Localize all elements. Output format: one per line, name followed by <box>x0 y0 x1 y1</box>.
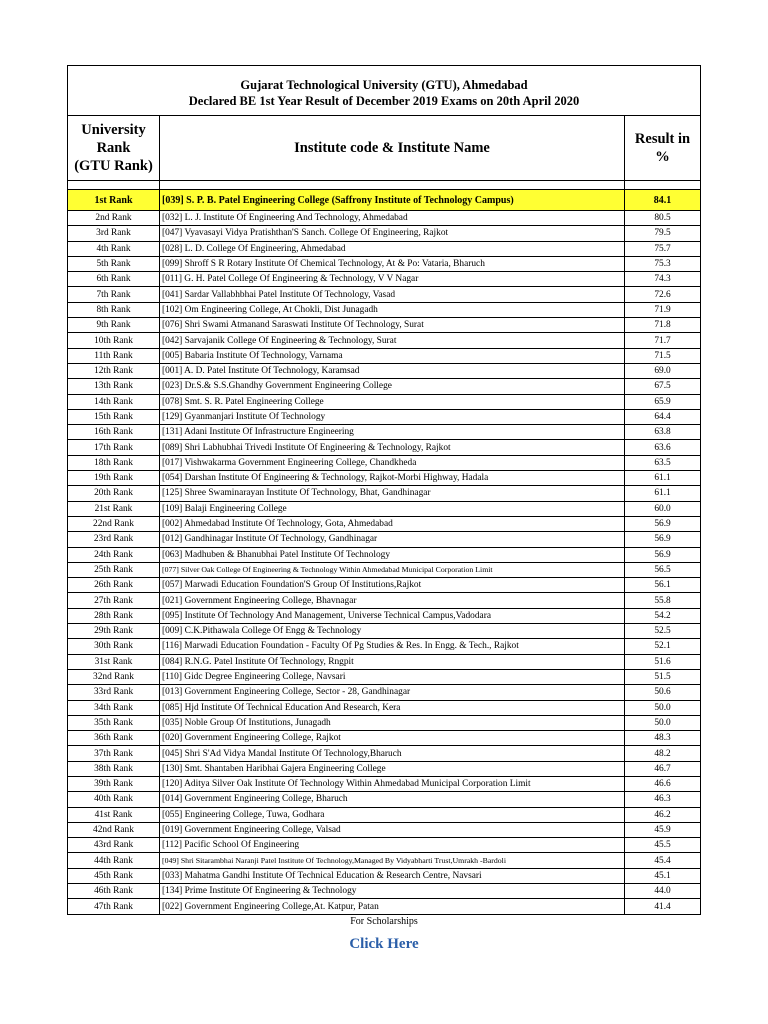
result-cell: 48.2 <box>625 746 701 761</box>
table-row <box>68 731 701 746</box>
rank-cell: 42nd Rank <box>68 822 160 837</box>
table-row <box>68 348 701 363</box>
result-header-line-1: Result in <box>634 131 691 147</box>
table-row <box>68 379 701 394</box>
table-row <box>68 363 701 378</box>
result-cell: 50.0 <box>625 700 701 715</box>
rank-cell: 27th Rank <box>68 593 160 608</box>
table-row <box>68 761 701 776</box>
rank-cell: 24th Rank <box>68 547 160 562</box>
table-row <box>68 807 701 822</box>
table-row <box>68 516 701 531</box>
table-row <box>68 624 701 639</box>
top-result-cell: 84.1 <box>625 190 701 211</box>
table-row <box>68 302 701 317</box>
table-row <box>68 884 701 899</box>
result-cell: 63.8 <box>625 425 701 440</box>
table-row <box>68 578 701 593</box>
rank-cell: 6th Rank <box>68 272 160 287</box>
rank-header-line-1: University <box>81 122 146 138</box>
rank-cell: 9th Rank <box>68 318 160 333</box>
table-row <box>68 547 701 562</box>
rank-cell: 13th Rank <box>68 379 160 394</box>
result-cell: 46.6 <box>625 776 701 791</box>
result-cell: 46.2 <box>625 807 701 822</box>
institute-cell: [076] Shri Swami Atmanand Saraswati Institute Of Technology, Surat <box>160 318 625 333</box>
rank-cell: 29th Rank <box>68 624 160 639</box>
result-cell: 56.5 <box>625 562 701 577</box>
institute-cell: [045] Shri S'Ad Vidya Mandal Institute Of Technology,Bharuch <box>160 746 625 761</box>
institute-cell: [042] Sarvajanik College Of Engineering & Technology, Surat <box>160 333 625 348</box>
result-cell: 72.6 <box>625 287 701 302</box>
institute-cell: [021] Government Engineering College, Bhavnagar <box>160 593 625 608</box>
institute-cell: [054] Darshan Institute Of Engineering & Technology, Rajkot-Morbi Highway, Hadala <box>160 471 625 486</box>
result-cell: 56.1 <box>625 578 701 593</box>
table-row <box>68 471 701 486</box>
institute-cell: [002] Ahmedabad Institute Of Technology, Gota, Ahmedabad <box>160 516 625 531</box>
rank-cell: 7th Rank <box>68 287 160 302</box>
institute-cell: [120] Aditya Silver Oak Institute Of Technology Within Ahmedabad Municipal Corporation Limit <box>160 776 625 791</box>
rank-cell: 14th Rank <box>68 394 160 409</box>
rank-cell: 26th Rank <box>68 578 160 593</box>
rank-cell: 15th Rank <box>68 409 160 424</box>
table-row <box>68 318 701 333</box>
rank-cell: 35th Rank <box>68 715 160 730</box>
institute-cell: [134] Prime Institute Of Engineering & Technology <box>160 884 625 899</box>
document-title <box>68 66 701 116</box>
rank-cell: 5th Rank <box>68 256 160 271</box>
institute-cell: [129] Gyanmanjari Institute Of Technology <box>160 409 625 424</box>
institute-cell: [028] L. D. College Of Engineering, Ahmedabad <box>160 241 625 256</box>
rank-cell: 36th Rank <box>68 731 160 746</box>
table-row <box>68 654 701 669</box>
rank-cell: 32nd Rank <box>68 669 160 684</box>
rank-cell: 44th Rank <box>68 853 160 868</box>
table-row <box>68 838 701 853</box>
table-row <box>68 868 701 883</box>
top-rank-row <box>68 190 701 211</box>
result-cell: 69.0 <box>625 363 701 378</box>
result-cell: 71.7 <box>625 333 701 348</box>
institute-cell: [085] Hjd Institute Of Technical Education And Research, Kera <box>160 700 625 715</box>
rank-cell: 16th Rank <box>68 425 160 440</box>
result-cell: 74.3 <box>625 272 701 287</box>
ranking-rows <box>68 211 701 915</box>
institute-cell: [131] Adani Institute Of Infrastructure Engineering <box>160 425 625 440</box>
result-cell: 65.9 <box>625 394 701 409</box>
institute-cell: [109] Balaji Engineering College <box>160 501 625 516</box>
result-cell: 56.9 <box>625 547 701 562</box>
institute-cell: [019] Government Engineering College, Valsad <box>160 822 625 837</box>
rank-cell: 41st Rank <box>68 807 160 822</box>
rank-cell: 28th Rank <box>68 608 160 623</box>
institute-cell: [099] Shroff S R Rotary Institute Of Chemical Technology, At & Po: Vataria, Bharuch <box>160 256 625 271</box>
institute-cell: [033] Mahatma Gandhi Institute Of Technical Education & Research Centre, Navsari <box>160 868 625 883</box>
table-row <box>68 333 701 348</box>
result-cell: 61.1 <box>625 471 701 486</box>
result-cell: 64.4 <box>625 409 701 424</box>
table-row <box>68 256 701 271</box>
result-cell: 50.6 <box>625 685 701 700</box>
results-sheet <box>67 65 700 915</box>
rank-cell: 19th Rank <box>68 471 160 486</box>
rank-cell: 11th Rank <box>68 348 160 363</box>
institute-cell: [116] Marwadi Education Foundation - Faculty Of Pg Studies & Res. In Engg. & Tech., Rajkot <box>160 639 625 654</box>
institute-cell: [012] Gandhinagar Institute Of Technology, Gandhinagar <box>160 532 625 547</box>
result-cell: 63.5 <box>625 455 701 470</box>
rank-header-line-2: Rank <box>96 140 131 156</box>
institute-cell: [035] Noble Group Of Institutions, Junagadh <box>160 715 625 730</box>
table-row <box>68 746 701 761</box>
result-cell: 63.6 <box>625 440 701 455</box>
result-cell: 79.5 <box>625 226 701 241</box>
click-here-link[interactable]: Click Here <box>349 936 419 952</box>
table-row <box>68 608 701 623</box>
rank-cell: 4th Rank <box>68 241 160 256</box>
institute-cell: [049] Shri Sitarambhai Naranji Patel Institute Of Technology,Managed By Vidyabharti Trust,Umrakh -Bardoli <box>160 853 625 868</box>
rank-cell: 38th Rank <box>68 761 160 776</box>
result-cell: 45.1 <box>625 868 701 883</box>
result-cell: 51.5 <box>625 669 701 684</box>
top-institute-cell: [039] S. P. B. Patel Engineering College (Saffrony Institute of Technology Campus) <box>160 190 625 211</box>
table-row <box>68 241 701 256</box>
rank-cell: 20th Rank <box>68 486 160 501</box>
institute-cell: [005] Babaria Institute Of Technology, Varnama <box>160 348 625 363</box>
result-cell: 55.8 <box>625 593 701 608</box>
institute-cell: [032] L. J. Institute Of Engineering And Technology, Ahmedabad <box>160 211 625 226</box>
result-cell: 61.1 <box>625 486 701 501</box>
table-row <box>68 853 701 868</box>
table-row <box>68 562 701 577</box>
result-cell: 51.6 <box>625 654 701 669</box>
table-row <box>68 792 701 807</box>
rank-cell: 37th Rank <box>68 746 160 761</box>
result-cell: 46.3 <box>625 792 701 807</box>
header-spacer <box>68 181 701 190</box>
rank-cell: 2nd Rank <box>68 211 160 226</box>
table-row <box>68 486 701 501</box>
institute-cell: [095] Institute Of Technology And Management, Universe Technical Campus,Vadodara <box>160 608 625 623</box>
title-line-1: Gujarat Technological University (GTU), Ahmedabad <box>240 78 528 92</box>
table-row <box>68 272 701 287</box>
institute-cell: [078] Smt. S. R. Patel Engineering College <box>160 394 625 409</box>
rank-cell: 45th Rank <box>68 868 160 883</box>
table-row <box>68 700 701 715</box>
result-cell: 71.9 <box>625 302 701 317</box>
institute-cell: [125] Shree Swaminarayan Institute Of Technology, Bhat, Gandhinagar <box>160 486 625 501</box>
institute-cell: [023] Dr.S.& S.S.Ghandhy Government Engineering College <box>160 379 625 394</box>
result-cell: 80.5 <box>625 211 701 226</box>
table-row <box>68 776 701 791</box>
result-cell: 46.7 <box>625 761 701 776</box>
result-cell: 52.5 <box>625 624 701 639</box>
rank-cell: 40th Rank <box>68 792 160 807</box>
table-row <box>68 501 701 516</box>
result-cell: 71.8 <box>625 318 701 333</box>
result-cell: 45.9 <box>625 822 701 837</box>
rank-cell: 34th Rank <box>68 700 160 715</box>
rank-cell: 21st Rank <box>68 501 160 516</box>
table-row <box>68 409 701 424</box>
results-table <box>67 65 701 915</box>
institute-cell: [112] Pacific School Of Engineering <box>160 838 625 853</box>
rank-cell: 33rd Rank <box>68 685 160 700</box>
result-cell: 75.3 <box>625 256 701 271</box>
result-cell: 52.1 <box>625 639 701 654</box>
top-rank-cell: 1st Rank <box>68 190 160 211</box>
result-cell: 50.0 <box>625 715 701 730</box>
result-cell: 45.5 <box>625 838 701 853</box>
table-row <box>68 394 701 409</box>
institute-cell: [020] Government Engineering College, Rajkot <box>160 731 625 746</box>
rank-cell: 18th Rank <box>68 455 160 470</box>
result-cell: 56.9 <box>625 532 701 547</box>
result-cell: 45.4 <box>625 853 701 868</box>
result-cell: 56.9 <box>625 516 701 531</box>
table-row <box>68 685 701 700</box>
rank-header-line-3: (GTU Rank) <box>74 158 153 174</box>
result-cell: 60.0 <box>625 501 701 516</box>
rank-cell: 12th Rank <box>68 363 160 378</box>
institute-cell: [041] Sardar Vallabhbhai Patel Institute Of Technology, Vasad <box>160 287 625 302</box>
result-cell: 67.5 <box>625 379 701 394</box>
institute-column-header: Institute code & Institute Name <box>160 116 625 181</box>
institute-cell: [047] Vyavasayi Vidya Pratishthan'S Sanch. College Of Engineering, Rajkot <box>160 226 625 241</box>
rank-cell: 3rd Rank <box>68 226 160 241</box>
table-row <box>68 532 701 547</box>
table-row <box>68 211 701 226</box>
rank-cell: 25th Rank <box>68 562 160 577</box>
result-cell: 75.7 <box>625 241 701 256</box>
institute-cell: [057] Marwadi Education Foundation'S Group Of Institutions,Rajkot <box>160 578 625 593</box>
rank-column-header <box>68 116 160 181</box>
result-cell: 71.5 <box>625 348 701 363</box>
result-cell: 48.3 <box>625 731 701 746</box>
title-line-2: Declared BE 1st Year Result of December 2019 Exams on 20th April 2020 <box>188 94 580 108</box>
rank-cell: 39th Rank <box>68 776 160 791</box>
table-row <box>68 593 701 608</box>
result-cell: 41.4 <box>625 899 701 914</box>
scholarship-note: For Scholarships <box>350 916 418 927</box>
table-row <box>68 287 701 302</box>
institute-cell: [063] Madhuben & Bhanubhai Patel Institute Of Technology <box>160 547 625 562</box>
table-row <box>68 639 701 654</box>
rank-cell: 8th Rank <box>68 302 160 317</box>
institute-cell: [001] A. D. Patel Institute Of Technology, Karamsad <box>160 363 625 378</box>
institute-cell: [011] G. H. Patel College Of Engineering & Technology, V V Nagar <box>160 272 625 287</box>
result-cell: 54.2 <box>625 608 701 623</box>
rank-cell: 10th Rank <box>68 333 160 348</box>
table-row <box>68 455 701 470</box>
result-column-header <box>625 116 701 181</box>
rank-cell: 31st Rank <box>68 654 160 669</box>
table-header-row <box>68 116 701 181</box>
institute-cell: [110] Gidc Degree Engineering College, Navsari <box>160 669 625 684</box>
rank-cell: 46th Rank <box>68 884 160 899</box>
institute-cell: [017] Vishwakarma Government Engineering College, Chandkheda <box>160 455 625 470</box>
institute-cell: [009] C.K.Pithawala College Of Engg & Technology <box>160 624 625 639</box>
rank-cell: 23rd Rank <box>68 532 160 547</box>
rank-cell: 22nd Rank <box>68 516 160 531</box>
table-row <box>68 822 701 837</box>
institute-cell: [022] Government Engineering College,At. Katpur, Patan <box>160 899 625 914</box>
institute-cell: [014] Government Engineering College, Bharuch <box>160 792 625 807</box>
rank-cell: 30th Rank <box>68 639 160 654</box>
institute-cell: [084] R.N.G. Patel Institute Of Technology, Rngpit <box>160 654 625 669</box>
institute-cell: [102] Om Engineering College, At Chokli, Dist Junagadh <box>160 302 625 317</box>
institute-cell: [130] Smt. Shantaben Haribhai Gajera Engineering College <box>160 761 625 776</box>
institute-cell: [055] Engineering College, Tuwa, Godhara <box>160 807 625 822</box>
rank-cell: 17th Rank <box>68 440 160 455</box>
table-row <box>68 715 701 730</box>
result-header-line-2: % <box>655 149 670 165</box>
table-row <box>68 669 701 684</box>
table-row <box>68 899 701 914</box>
table-row <box>68 440 701 455</box>
rank-cell: 47th Rank <box>68 899 160 914</box>
table-row <box>68 425 701 440</box>
table-row <box>68 226 701 241</box>
institute-cell: [013] Government Engineering College, Sector - 28, Gandhinagar <box>160 685 625 700</box>
institute-cell: [089] Shri Labhubhai Trivedi Institute Of Engineering & Technology, Rajkot <box>160 440 625 455</box>
result-cell: 44.0 <box>625 884 701 899</box>
rank-cell: 43rd Rank <box>68 838 160 853</box>
institute-cell: [077] Silver Oak College Of Engineering & Technology Within Ahmedabad Municipal Corporation Limit <box>160 562 625 577</box>
